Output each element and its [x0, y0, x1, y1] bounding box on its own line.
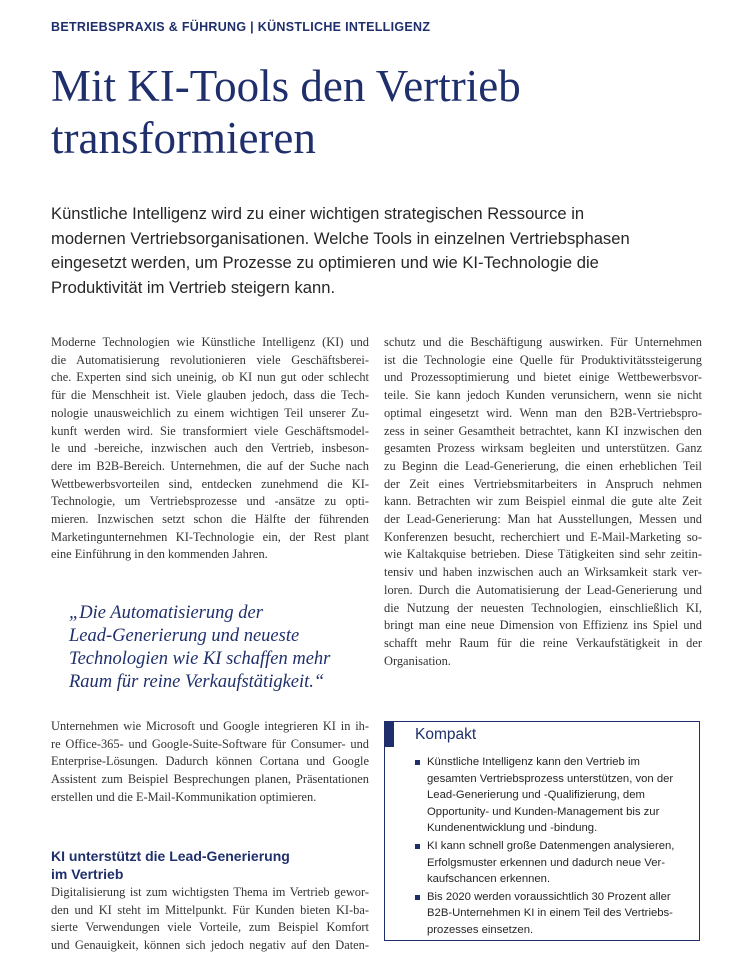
text-line: dere im B2B-Bereich. Unternehmen, die auf der Suche nach: [51, 458, 369, 473]
text-line: Enterprise-Lösungen. Dadurch können Cortana und Google: [51, 754, 369, 769]
item-line: kaufschancen erkennen.: [427, 873, 551, 886]
text-line: loren. Durch die Automatisierung der Lead-Generierung und: [384, 582, 702, 597]
lead-line: Künstliche Intelligenz wird zu einer wichtigen strategischen Ressource in: [51, 204, 585, 223]
list-item: [411, 754, 697, 837]
text-line: schutz und die Beschäftigung auswirken. Für Unternehmen: [384, 335, 702, 349]
square-bullet-icon: [415, 895, 420, 900]
section-heading: [51, 848, 351, 883]
text-line: optimal eingesetzt wird. Wenn man den B2B-Vertriebspro-: [384, 405, 702, 420]
quote-line: „Die Automatisierung der: [69, 603, 263, 623]
heading-line: im Vertrieb: [51, 865, 124, 882]
item-line: gesamten Vertriebsprozess unterstützen, von der: [427, 772, 674, 785]
text-line: kann. Betrachten wir zum Beispiel einmal die gute alte Zeit: [384, 494, 702, 509]
item-line: Erfolgsmuster erkennen und dadurch neue Ver-: [427, 856, 666, 869]
text-line: erstellen und die E-Mail-Kommunikation optimieren.: [51, 789, 317, 804]
text-line: nologie unausweichlich zu einem wichtigen Teil unserer Zu-: [51, 405, 369, 420]
text-line: Konferenzen besucht, recherchiert und E-Mail-Marketing so-: [384, 529, 702, 544]
text-line: Assistent zum Beispiel Besprechungen planen, Präsentationen: [51, 772, 369, 787]
section-kicker: BETRIEBSPRAXIS & FÜHRUNG | KÜNSTLICHE INTELLIGENZ: [51, 20, 431, 34]
article-lead: [51, 202, 701, 300]
item-line: Lead-Generierung und -Qualifizierung, dem: [427, 789, 645, 802]
text-line: Moderne Technologien wie Künstliche Intelligenz (KI) und: [51, 335, 369, 349]
item-line: B2B-Unternehmen KI in einem Teil des Vertriebs-: [427, 907, 673, 920]
box-title: Kompakt: [415, 726, 477, 743]
text-line: teile. Sie kann jedoch Kunden verunsichern, wenn sie nicht: [384, 388, 702, 403]
text-line: wie Kaltakquise betrieben. Diese Tätigkeiten sind sehr zeitin-: [384, 547, 702, 562]
text-line: bringt man eine neue Dimension von Effizienz ins Spiel und: [384, 618, 702, 633]
text-line: le und -bereiche, inzwischen auch den Vertrieb, insbeson-: [51, 441, 369, 456]
box-accent-tab: [384, 721, 394, 747]
text-line: die Automatisierung revolutionieren viele Geschäftsberei-: [51, 352, 369, 367]
left-paragraph-1: [51, 334, 369, 564]
item-line: Bis 2020 werden voraussichtlich 30 Prozent aller: [427, 890, 671, 903]
quote-line: Raum für reine Verkaufstätigkeit.“: [69, 672, 325, 692]
text-line: ist die Technologie eine Quelle für Produktivitätssteigerung: [384, 352, 702, 367]
square-bullet-icon: [415, 760, 420, 765]
text-line: zu Beginn die Lead-Generierung, die einen erheblichen Teil: [384, 458, 702, 473]
title-line: Mit KI-Tools den Vertrieb: [51, 61, 521, 111]
text-line: Organisation.: [384, 653, 451, 668]
text-line: Wettbewerbsvorteilen sind, entdecken zunehmend die KI-: [51, 476, 369, 491]
text-line: gesamten Prozess wirksam begleiten und unterstützen. Ganz: [384, 441, 702, 456]
text-line: Digitalisierung ist zum wichtigsten Thema im Vertrieb gewor-: [51, 885, 369, 899]
text-line: Marketingunternehmen KI-Technologie ein, der Rest plant: [51, 529, 369, 544]
title-line: transformieren: [51, 113, 316, 163]
item-line: Künstliche Intelligenz kann den Vertrieb im: [427, 756, 640, 768]
article-title: [51, 60, 711, 164]
right-paragraph: [384, 334, 702, 670]
square-bullet-icon: [415, 844, 420, 849]
quote-line: Lead-Generierung und neueste: [69, 626, 300, 646]
text-line: tensiv und haben inzwischen auch an Wirksamkeit stark ver-: [384, 565, 702, 580]
text-line: für die Menschheit ist. Viele glauben jedoch, dass die Tech-: [51, 388, 369, 403]
box-list: [411, 754, 697, 940]
text-line: der Lead-Generierung: Man hat Ausstellungen, Messen und: [384, 512, 702, 527]
text-line: eine Einführung in den kommenden Jahren.: [51, 547, 268, 562]
left-paragraph-2: [51, 718, 369, 807]
text-line: die Nutzung der neuesten Technologien, einschließlich KI,: [384, 600, 702, 615]
text-line: kunft werden wird. Sie transformiert viele Geschäftsmodel-: [51, 423, 369, 438]
text-line: den und KI steht im Mittelpunkt. Für Kunden bieten KI-ba-: [51, 902, 369, 917]
lead-line: modernen Vertriebsorganisationen. Welche Tools in einzelnen Vertriebsphasen: [51, 228, 630, 248]
list-item: [411, 889, 697, 939]
left-paragraph-3: [51, 884, 369, 955]
text-line: der Zeit eines Vertriebsmitarbeiters in Anspruch nehmen: [384, 476, 702, 491]
item-line: prozesses einsetzen.: [427, 923, 534, 936]
lead-line: eingesetzt werden, um Prozesse zu optimieren und wie KI-Technologie die: [51, 253, 599, 272]
text-line: zess in seiner Gesamtheit betrachtet, kann KI inzwischen den: [384, 423, 702, 438]
item-line: KI kann schnell große Datenmengen analysieren,: [427, 839, 675, 852]
text-line: Technologie, um Vertriebsprozesse und -ansätze zu opti-: [51, 494, 369, 509]
heading-line: KI unterstützt die Lead-Generierung: [51, 848, 290, 864]
list-item: [411, 838, 697, 888]
text-line: re Office-365- und Google-Suite-Software für Consumer- und: [51, 736, 369, 751]
text-line: che. Experten sind sich uneinig, ob KI nun gut oder schlecht: [51, 370, 369, 385]
text-line: und Genauigkeit, können sich jedoch negativ auf den Daten-: [51, 938, 369, 953]
text-line: und Prozessoptimierung und bietet einige Wettbewerbsvor-: [384, 370, 702, 385]
item-line: Kundenentwicklung und -bindung.: [427, 822, 598, 835]
quote-line: Technologien wie KI schaffen mehr: [69, 649, 331, 669]
text-line: mieren. Inzwischen setzt schon die Hälfte der führenden: [51, 512, 369, 527]
text-line: sierte Verwendungen viele Vorteile, zum Beispiel Komfort: [51, 920, 369, 935]
text-line: Unternehmen wie Microsoft und Google integrieren KI in ih-: [51, 719, 369, 733]
item-line: Opportunity- und Kunden-Management bis zur: [427, 805, 660, 818]
text-line: schafft mehr Raum für die reine Verkaufstätigkeit in der: [384, 635, 702, 650]
pull-quote: [69, 602, 369, 694]
kompakt-box: [384, 721, 700, 941]
lead-line: Produktivität im Vertrieb steigern kann.: [51, 277, 336, 297]
